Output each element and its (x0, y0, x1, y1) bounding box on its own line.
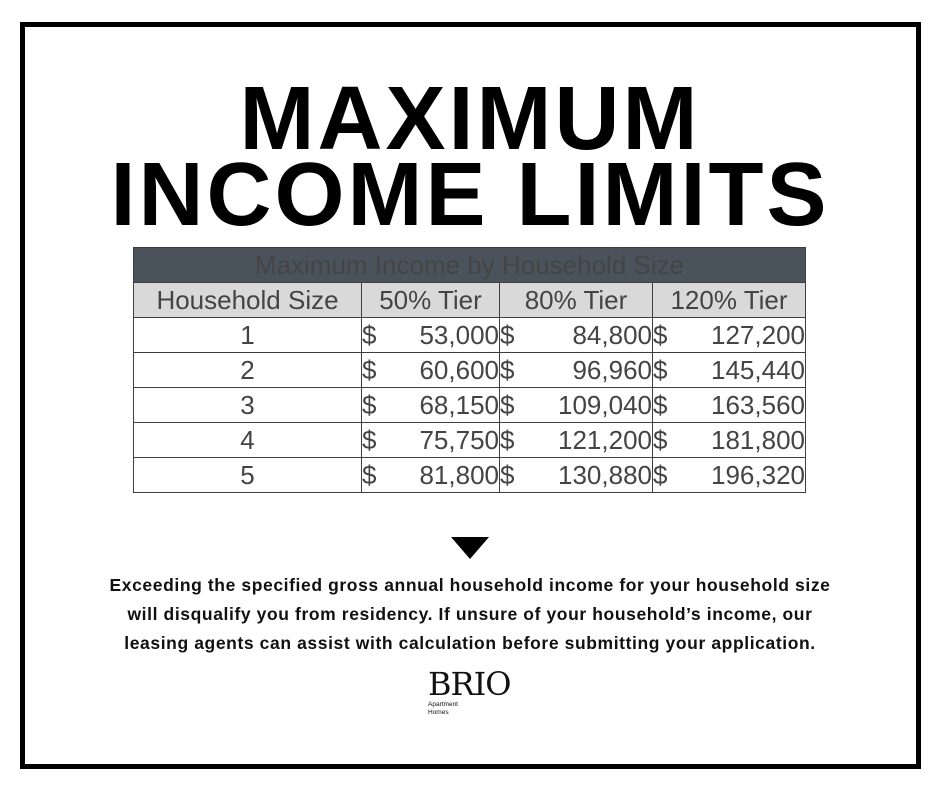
currency-symbol: $ (500, 354, 515, 385)
income-limits-table (133, 247, 806, 493)
income-cell-t80 (500, 353, 653, 388)
income-value: 68,150 (419, 389, 499, 420)
household-size-cell: 5 (134, 458, 362, 493)
household-size-cell: 2 (134, 353, 362, 388)
income-cell-t120 (653, 423, 806, 458)
income-cell-t50 (362, 423, 500, 458)
household-size-cell: 3 (134, 388, 362, 423)
income-value: 96,960 (572, 354, 652, 385)
currency-symbol: $ (653, 389, 668, 420)
currency-symbol: $ (362, 354, 377, 385)
income-value: 109,040 (558, 389, 652, 420)
table-row (134, 318, 806, 353)
income-cell-t80 (500, 318, 653, 353)
income-cell-t120 (653, 458, 806, 493)
income-value: 84,800 (572, 319, 652, 350)
currency-symbol: $ (500, 319, 515, 350)
income-cell-t80 (500, 388, 653, 423)
table-row (134, 353, 806, 388)
logo-subtitle-1: Apartment (428, 701, 458, 708)
notice-line: will disqualify you from residency. If unsure of your household’s income, our (127, 604, 813, 624)
household-size-cell: 4 (134, 423, 362, 458)
income-value: 81,800 (419, 459, 499, 490)
household-size-cell: 1 (134, 318, 362, 353)
currency-symbol: $ (500, 459, 515, 490)
currency-symbol: $ (653, 354, 668, 385)
column-header-80-tier: 80% Tier (500, 283, 653, 318)
page-title-line-1: MAXIMUM (239, 69, 701, 169)
income-value: 75,750 (419, 424, 499, 455)
income-value: 196,320 (711, 459, 805, 490)
income-value: 53,000 (419, 319, 499, 350)
income-value: 130,880 (558, 459, 652, 490)
income-value: 121,200 (558, 424, 652, 455)
currency-symbol: $ (653, 459, 668, 490)
column-header-120-tier: 120% Tier (653, 283, 806, 318)
income-value: 60,600 (419, 354, 499, 385)
currency-symbol: $ (362, 389, 377, 420)
currency-symbol: $ (362, 319, 377, 350)
income-value: 163,560 (711, 389, 805, 420)
table-header-row (134, 283, 806, 318)
table-caption-row (134, 248, 806, 283)
income-cell-t80 (500, 458, 653, 493)
income-cell-t50 (362, 353, 500, 388)
down-triangle-icon (451, 537, 489, 559)
eligibility-notice (40, 571, 900, 658)
income-value: 145,440 (711, 354, 805, 385)
table-row (134, 458, 806, 493)
notice-line: leasing agents can assist with calculation before submitting your application. (124, 633, 816, 653)
table-row (134, 388, 806, 423)
income-cell-t120 (653, 318, 806, 353)
column-header-household-size: Household Size (134, 283, 362, 318)
income-cell-t120 (653, 388, 806, 423)
currency-symbol: $ (362, 424, 377, 455)
income-value: 127,200 (711, 319, 805, 350)
table-caption: Maximum Income by Household Size (134, 248, 806, 283)
page-title-line-2: INCOME LIMITS (110, 145, 830, 245)
income-cell-t80 (500, 423, 653, 458)
logo-wordmark: BRIO (428, 665, 511, 703)
notice-line: Exceeding the specified gross annual household income for your household size (109, 575, 831, 595)
currency-symbol: $ (362, 459, 377, 490)
logo-subtitle-2: Homes (428, 709, 449, 716)
income-cell-t120 (653, 353, 806, 388)
currency-symbol: $ (500, 424, 515, 455)
income-cell-t50 (362, 318, 500, 353)
currency-symbol: $ (500, 389, 515, 420)
currency-symbol: $ (653, 319, 668, 350)
income-cell-t50 (362, 388, 500, 423)
income-value: 181,800 (711, 424, 805, 455)
income-cell-t50 (362, 458, 500, 493)
currency-symbol: $ (653, 424, 668, 455)
brio-logo (428, 665, 518, 728)
column-header-50-tier: 50% Tier (362, 283, 500, 318)
table-row (134, 423, 806, 458)
